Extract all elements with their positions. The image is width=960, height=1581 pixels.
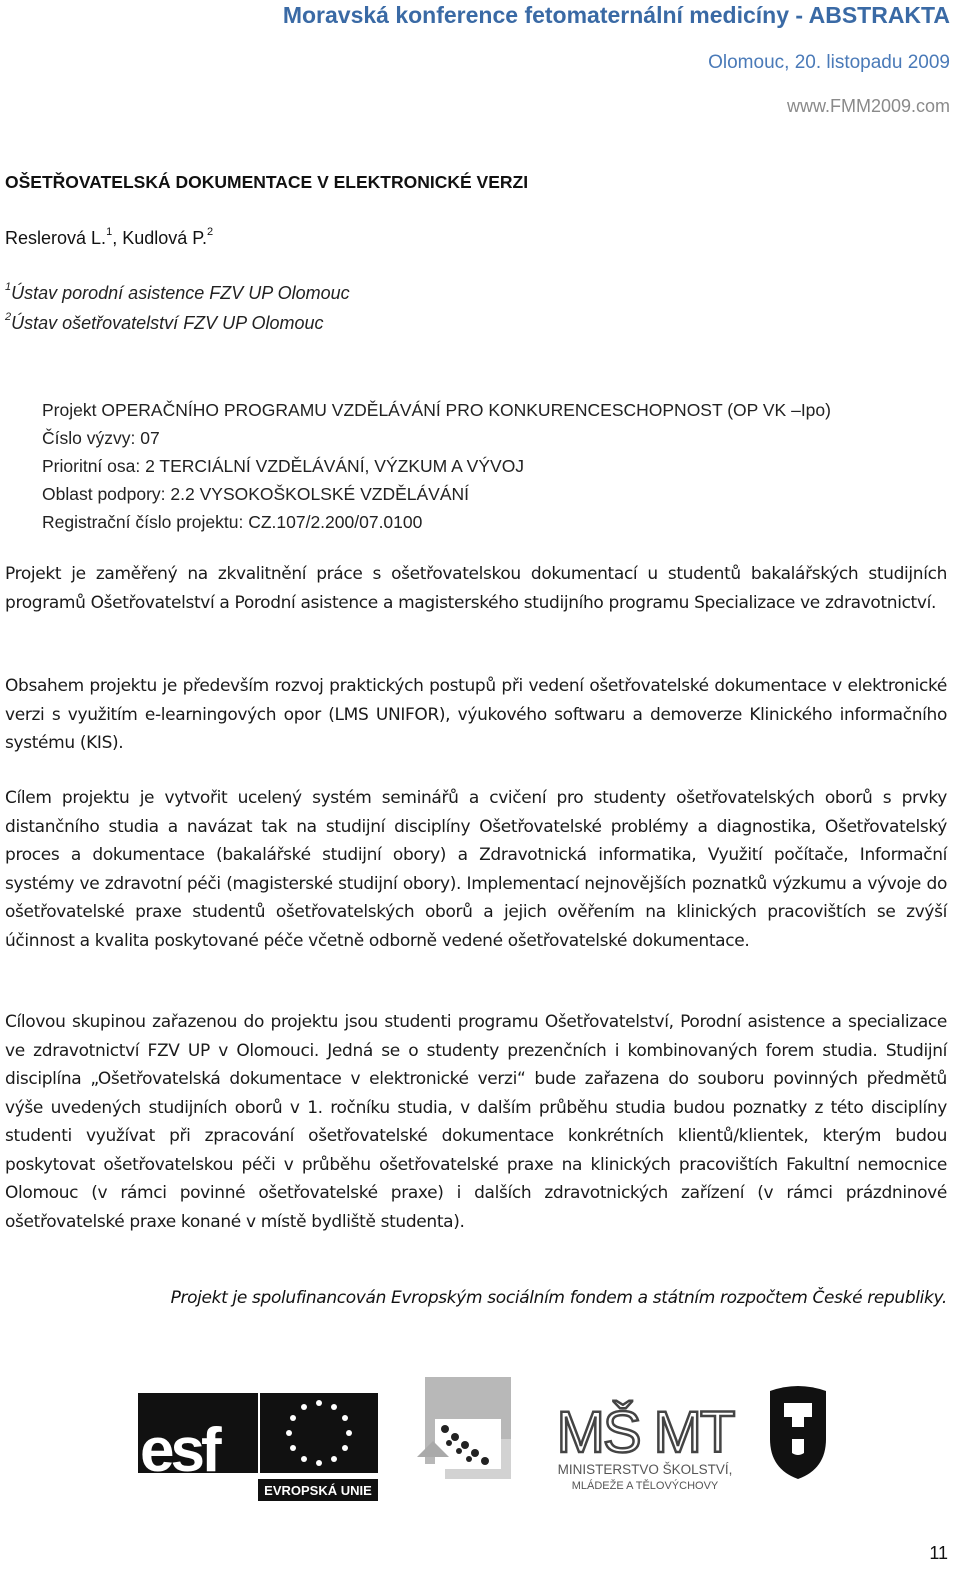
conference-title: Moravská konference fetomaternální medicíny - ABSTRAKTA <box>282 2 950 28</box>
logo-strip <box>0 1365 960 1505</box>
paragraph: Obsahem projektu je především rozvoj praktických postupů při vedení ošetřovatelské dokumentace v elektronické verzi s využitím e-learningových opor (LMS UNIFOR), výukového softwaru a demoverze Klinického informačního systému (KIS). <box>5 676 947 753</box>
project-info-line: Oblast podpory: 2.2 VYSOKOŠKOLSKÉ VZDĚLÁVÁNÍ <box>42 484 469 504</box>
author-separator: , <box>112 228 123 248</box>
paragraph: Cílem projektu je vytvořit ucelený systém seminářů a cvičení pro studenty ošetřovatelských oborů s prvky distančního studia a navázat tak na studijní disciplíny Ošetřovatelské problémy a diagnostika, Ošetřovatelský proces a dokumentace (bakalářské studijní obory) a Zdravotnická informatika, Využití počítače, Informační systémy ve zdravotní péči (magisterské studijní obory). Implementací nejnovějších poznatků výzkumu a vývoje do ošetřovatelské praxe studentů ošetřovatelských oborů a jejich ověřením na klinických pracovištích se zvýší účinnost a kvalita poskytované péče včetně odborně vedené ošetřovatelské dokumentace. <box>5 788 947 951</box>
msmt-logo-graphic <box>548 1390 743 1494</box>
author-2: Kudlová P. <box>122 228 207 248</box>
msmt-mark: MŠ MT <box>556 1400 734 1465</box>
project-info <box>42 396 831 536</box>
opvk-logo <box>415 1369 527 1489</box>
project-info-line: Registrační číslo projektu: CZ.107/2.200/07.0100 <box>42 512 423 532</box>
up-logo-graphic <box>766 1383 830 1481</box>
affiliation-1 <box>5 283 350 304</box>
affiliation-1-mark: 1 <box>5 281 12 293</box>
affiliation-2-mark: 2 <box>5 311 12 323</box>
up-olomouc-logo <box>766 1383 830 1481</box>
opvk-logo-graphic <box>415 1369 527 1489</box>
affiliation-2-text: Ústav ošetřovatelství FZV UP Olomouc <box>11 313 324 333</box>
msmt-caption-line-2: MLÁDEŽE A TĚLOVÝCHOVY <box>571 1480 719 1492</box>
msmt-logo <box>548 1390 743 1494</box>
esf-eu-logo <box>138 1387 378 1503</box>
article-title: OŠETŘOVATELSKÁ DOKUMENTACE V ELEKTRONICKÉ VERZI <box>5 172 529 192</box>
paragraph: Projekt je zaměřený na zkvalitnění práce s ošetřovatelskou dokumentací u studentů bakalářských studijních programů Ošetřovatelství a Porodní asistence a magisterského studijního programu Specializace ve zdravotnictví. <box>5 564 947 613</box>
funding-statement: Projekt je spolufinancován Evropským sociálním fondem a státním rozpočtem České republiky. <box>170 1288 947 1308</box>
author-1-affiliation-mark: 1 <box>106 226 113 238</box>
esf-mark: esf <box>140 1416 218 1485</box>
msmt-caption-line-1: MINISTERSTVO ŠKOLSTVÍ, <box>557 1462 733 1477</box>
author-2-affiliation-mark: 2 <box>206 226 214 238</box>
paragraph: Cílovou skupinou zařazenou do projektu jsou studenti programu Ošetřovatelství, Porodní asistence a specializace ve zdravotnictví FZV UP v Olomouci. Jedná se o studenty prezenčních i kombinovaných forem studia. Studijní disciplína „Ošetřovatelská dokumentace v elektronické verzi“ bude zařazena do souboru povinných předmětů výše uvedených studijních oborů v 1. ročníku studia, v dalším průběhu studia budou poznatky z této disciplíny studenti využívat při zpracování ošetřovatelské dokumentace konkrétních klientů/klientek, kterým budou poskytovat ošetřovatelskou péči v průběhu ošetřovatelské praxe na klinických pracovištích Fakultní nemocnice Olomouc (v rámci povinné ošetřovatelské praxe) i dalších zdravotnických zařízení (v rámci prázdninové ošetřovatelské praxe konané v místě bydliště studenta). <box>5 1012 947 1232</box>
conference-url: www.FMM2009.com <box>786 96 950 116</box>
authors <box>5 228 213 249</box>
author-1: Reslerová L. <box>5 228 107 248</box>
page-number: 11 <box>929 1543 948 1563</box>
project-info-line: Číslo výzvy: 07 <box>42 428 160 448</box>
affiliation-2 <box>5 313 324 334</box>
conference-place-date: Olomouc, 20. listopadu 2009 <box>708 52 950 73</box>
esf-logo-graphic <box>138 1387 378 1503</box>
eu-caption: EVROPSKÁ UNIE <box>264 1483 372 1498</box>
project-info-line: Prioritní osa: 2 TERCIÁLNÍ VZDĚLÁVÁNÍ, VÝZKUM A VÝVOJ <box>42 456 525 476</box>
project-info-line: Projekt OPERAČNÍHO PROGRAMU VZDĚLÁVÁNÍ PRO KONKURENCESCHOPNOST (OP VK –Ipo) <box>42 400 831 420</box>
affiliation-1-text: Ústav porodní asistence FZV UP Olomouc <box>11 283 350 303</box>
